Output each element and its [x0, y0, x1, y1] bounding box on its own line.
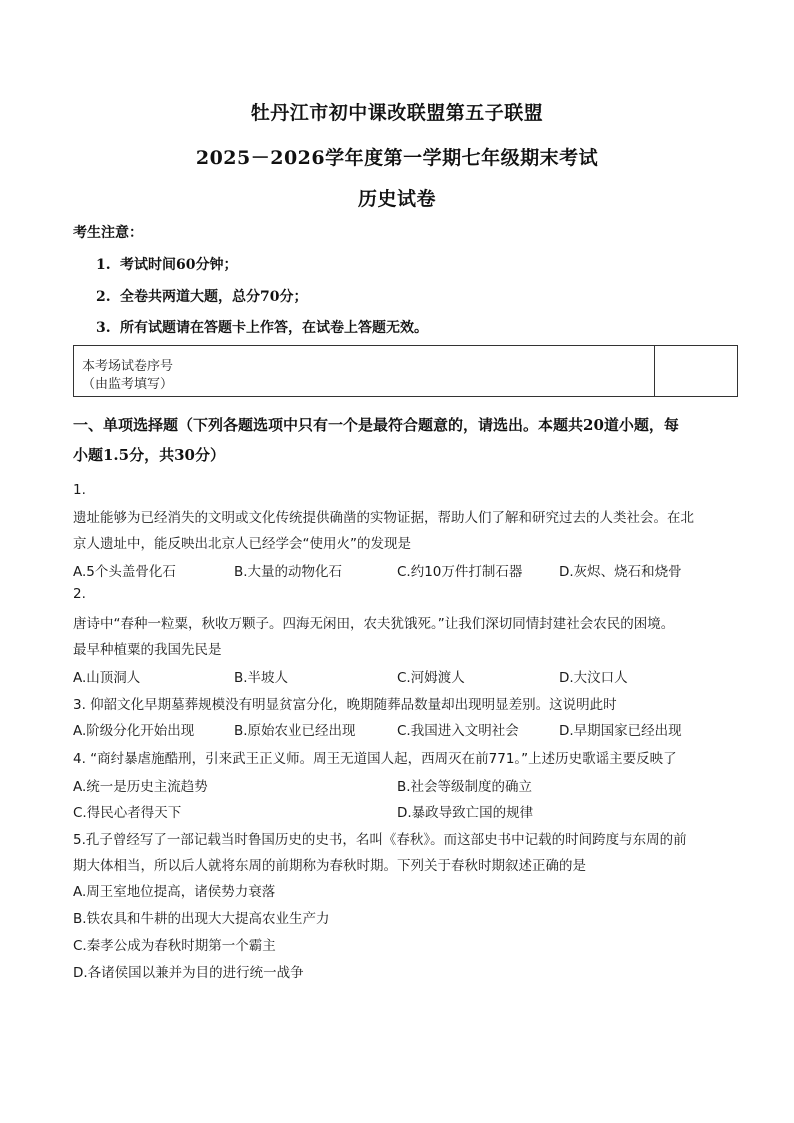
- answer-option: D.灰烬、烧石和烧骨: [559, 564, 682, 580]
- question-text: 3. 仰韶文化早期墓葬规模没有明显贫富分化，晚期随葬品数量却出现明显差别。这说明此时: [73, 697, 617, 713]
- answer-option: D.早期国家已经出现: [559, 723, 682, 739]
- notice-item: [96, 286, 307, 306]
- answer-option: C.约10万件打制石器: [397, 564, 523, 580]
- question-text: 期大体相当，所以后人就将东周的前期称为春秋时期。下列关于春秋时期叙述正确的是: [73, 858, 586, 874]
- answer-option: B.社会等级制度的确立: [397, 779, 533, 795]
- seat-number-note: （由监考填写）: [82, 377, 174, 392]
- question-text: 最早种植粟的我国先民是: [73, 642, 222, 658]
- notice-heading: 考生注意：: [73, 225, 143, 241]
- question-text: 4. “商纣暴虐施酷刑，引来武王正义师。周王无道国人起，西周灭在前771。”上述历史歌谣主要反映了: [73, 751, 677, 767]
- answer-option: B.大量的动物化石: [234, 564, 343, 580]
- question-text: 唐诗中“春种一粒粟，秋收万颗子。四海无闲田，农夫犹饿死。”让我们深切同情封建社会农民的困境。: [73, 616, 675, 632]
- question-text: 5.孔子曾经写了一部记载当时鲁国历史的史书，名叫《春秋》。而这部史书中记载的时间跨度与东周的前: [73, 832, 687, 848]
- notice-item-text: 所有试题请在答题卡上作答，在试卷上答题无效。: [120, 320, 428, 336]
- notice-item-number: 1.: [96, 257, 111, 273]
- answer-option: D.大汶口人: [559, 670, 628, 686]
- seat-box-divider: [654, 346, 655, 396]
- answer-option: A.统一是历史主流趋势: [73, 779, 208, 795]
- notice-item-number: 2.: [96, 289, 111, 305]
- section-title-line: 小题1.5分，共30分）: [73, 446, 225, 464]
- notice-item-text: 考试时间60分钟；: [120, 257, 238, 273]
- notice-item: [96, 317, 428, 337]
- question-text: 遗址能够为已经消失的文明或文化传统提供确凿的实物证据，帮助人们了解和研究过去的人类社会。在北: [73, 510, 694, 526]
- answer-option: B.铁农具和牛耕的出现大大提高农业生产力: [73, 911, 330, 927]
- notice-item-number: 3.: [96, 320, 111, 336]
- answer-option: A.周王室地位提高，诸侯势力衰落: [73, 884, 276, 900]
- answer-option: D.暴政导致亡国的规律: [397, 805, 534, 821]
- section-title-line: 一、单项选择题（下列各题选项中只有一个是最符合题意的，请选出。本题共20道小题，每: [73, 416, 679, 434]
- notice-item: [96, 254, 237, 274]
- answer-option: D.各诸侯国以兼并为目的进行统一战争: [73, 965, 304, 981]
- answer-option: A.5个头盖骨化石: [73, 564, 176, 580]
- answer-option: C.我国进入文明社会: [397, 723, 519, 739]
- exam-term-title: 2025－2026学年度第一学期七年级期末考试: [195, 147, 599, 169]
- question-number: 2.: [73, 586, 86, 602]
- question-text: 京人遗址中，能反映出北京人已经学会“使用火”的发现是: [73, 536, 411, 552]
- notice-item-text: 全卷共两道大题，总分70分；: [120, 289, 308, 305]
- answer-option: C.河姆渡人: [397, 670, 465, 686]
- answer-option: B.原始农业已经出现: [234, 723, 356, 739]
- exam-alliance-title: 牡丹江市初中课改联盟第五子联盟: [250, 102, 544, 124]
- answer-option: B.半坡人: [234, 670, 289, 686]
- question-number: 1.: [73, 482, 86, 498]
- answer-option: C.得民心者得天下: [73, 805, 182, 821]
- answer-option: A.阶级分化开始出现: [73, 723, 195, 739]
- answer-option: C.秦孝公成为春秋时期第一个霸主: [73, 938, 276, 954]
- seat-number-box: [73, 345, 738, 397]
- seat-number-label: 本考场试卷序号: [82, 359, 174, 374]
- answer-option: A.山顶洞人: [73, 670, 141, 686]
- exam-subject-title: 历史试卷: [357, 188, 436, 210]
